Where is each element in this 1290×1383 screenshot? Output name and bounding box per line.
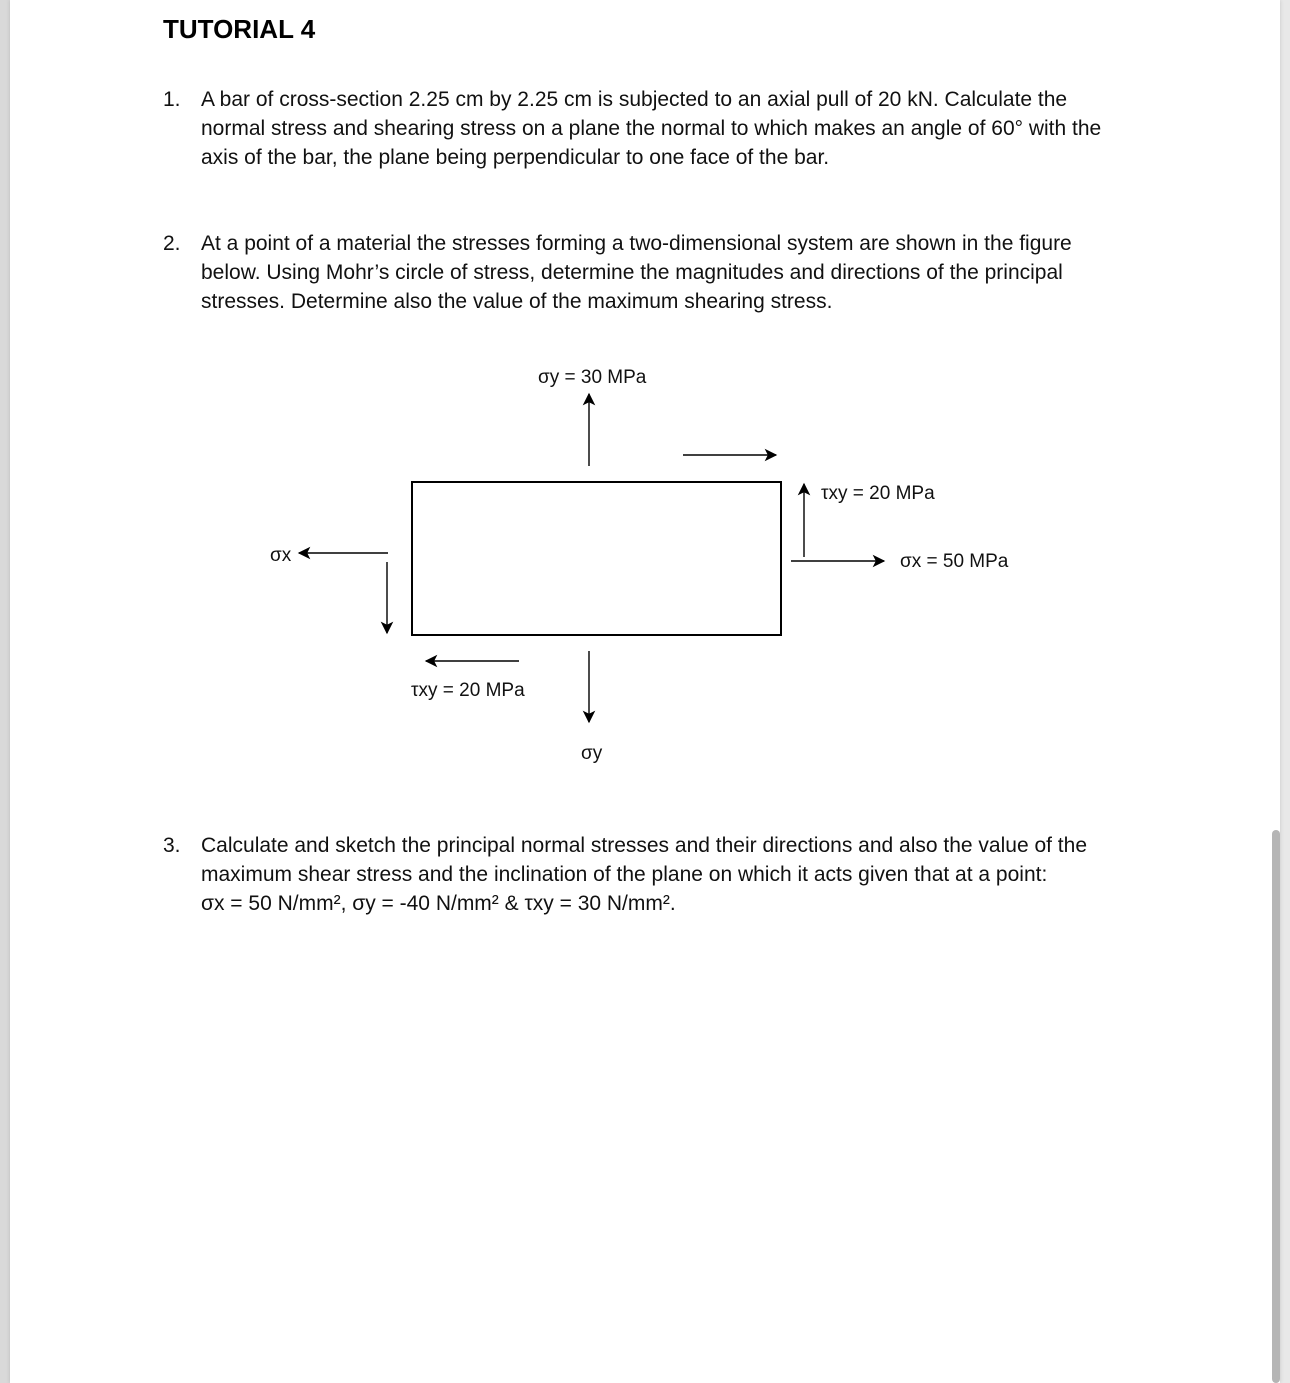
sigma-x-left-label: σx: [270, 545, 292, 566]
sigma-y-top-label: σy = 30 MPa: [538, 367, 647, 388]
tau-xy-bottom-label: τxy = 20 MPa: [411, 680, 525, 701]
sigma-x-right-label: σx = 50 MPa: [900, 551, 1009, 572]
tau-xy-right-label: τxy = 20 MPa: [821, 483, 935, 504]
scrollbar-thumb[interactable]: [1272, 830, 1280, 1383]
question-number: 3.: [163, 834, 181, 857]
question-text: A bar of cross-section 2.25 cm by 2.25 cm is subjected to an axial pull of 20 kN. Calculate the normal stress and shearing stress on a plane the normal to which makes an angle of 60° with the axis of the bar, the plane being perpendicular to one face of the bar.: [201, 88, 1102, 169]
question-number: 2.: [163, 232, 181, 255]
question-text-line: σx = 50 N/mm², σy = -40 N/mm² & τxy = 30 N/mm².: [201, 892, 676, 915]
scrollbar-track[interactable]: [1280, 0, 1290, 1383]
question-text-line: Calculate and sketch the principal normal stresses and their directions and also the value of the: [201, 834, 1087, 857]
question-text-line: maximum shear stress and the inclination of the plane on which it acts given that at a point:: [201, 863, 1048, 886]
stress-element-figure: [10, 0, 1280, 1383]
document-page: [10, 0, 1280, 1383]
sigma-y-bottom-label: σy: [581, 743, 603, 764]
document-title: TUTORIAL 4: [163, 14, 316, 44]
stress-element-rectangle: [412, 482, 781, 635]
question-text: At a point of a material the stresses forming a two-dimensional system are shown in the figure below. Using Mohr’s circle of stress, determine the magnitudes and directions of the principal stresses. Determine also the value of the maximum shearing stress.: [201, 232, 1072, 313]
question-number: 1.: [163, 88, 181, 111]
question-text: [201, 831, 1111, 918]
